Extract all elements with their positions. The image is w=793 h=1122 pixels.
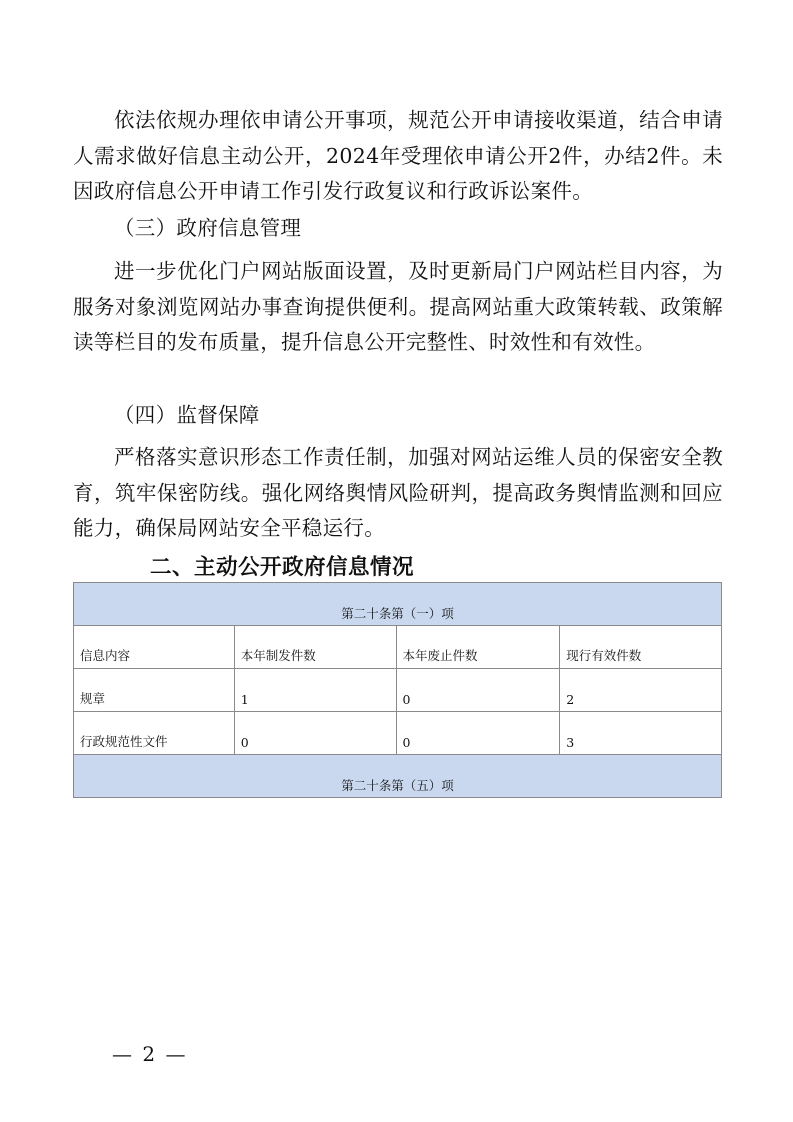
table-cell: 3 <box>560 712 722 755</box>
table-cell: 行政规范性文件 <box>74 712 235 755</box>
subheading-supervision: （四）监督保障 <box>114 403 260 427</box>
table-band-label: 第二十条第（五）项 <box>74 755 722 798</box>
table-header-cell: 本年废止件数 <box>396 626 560 669</box>
table-cell: 0 <box>396 712 560 755</box>
table-header-cell: 本年制发件数 <box>234 626 396 669</box>
table-band-row <box>74 755 722 798</box>
table-band-label: 第二十条第（一）项 <box>74 583 722 626</box>
table-band-row <box>74 583 722 626</box>
paragraph-website-optimization: 进一步优化门户网站版面设置，及时更新局门户网站栏目内容，为服务对象浏览网站办事查询提供便利。提高网站重大政策转载、政策解读等栏目的发布质量，提升信息公开完整性、时效性和有效性。 <box>73 259 723 354</box>
info-table <box>73 582 722 798</box>
paragraph-foia-requests: 依法依规办理依申请公开事项，规范公开申请接收渠道，结合申请人需求做好信息主动公开，2024年受理依申请公开2件，办结2件。未因政府信息公开申请工作引发行政复议和行政诉讼案件。 <box>73 108 723 203</box>
table-row <box>74 712 722 755</box>
table-header-row <box>74 626 722 669</box>
table-cell: 规章 <box>74 669 235 712</box>
table-header-cell: 信息内容 <box>74 626 235 669</box>
table-header-cell: 现行有效件数 <box>560 626 722 669</box>
page-number: — 2 — <box>112 1042 188 1066</box>
table-row <box>74 669 722 712</box>
section-title: 二、主动公开政府信息情况 <box>150 555 415 580</box>
table-cell: 0 <box>234 712 396 755</box>
paragraph-security: 严格落实意识形态工作责任制，加强对网站运维人员的保密安全教育，筑牢保密防线。强化网络舆情风险研判，提高政务舆情监测和回应能力，确保局网站安全平稳运行。 <box>73 445 723 540</box>
table-cell: 2 <box>560 669 722 712</box>
table-cell: 0 <box>396 669 560 712</box>
table-cell: 1 <box>234 669 396 712</box>
subheading-government-info-management: （三）政府信息管理 <box>114 216 302 240</box>
